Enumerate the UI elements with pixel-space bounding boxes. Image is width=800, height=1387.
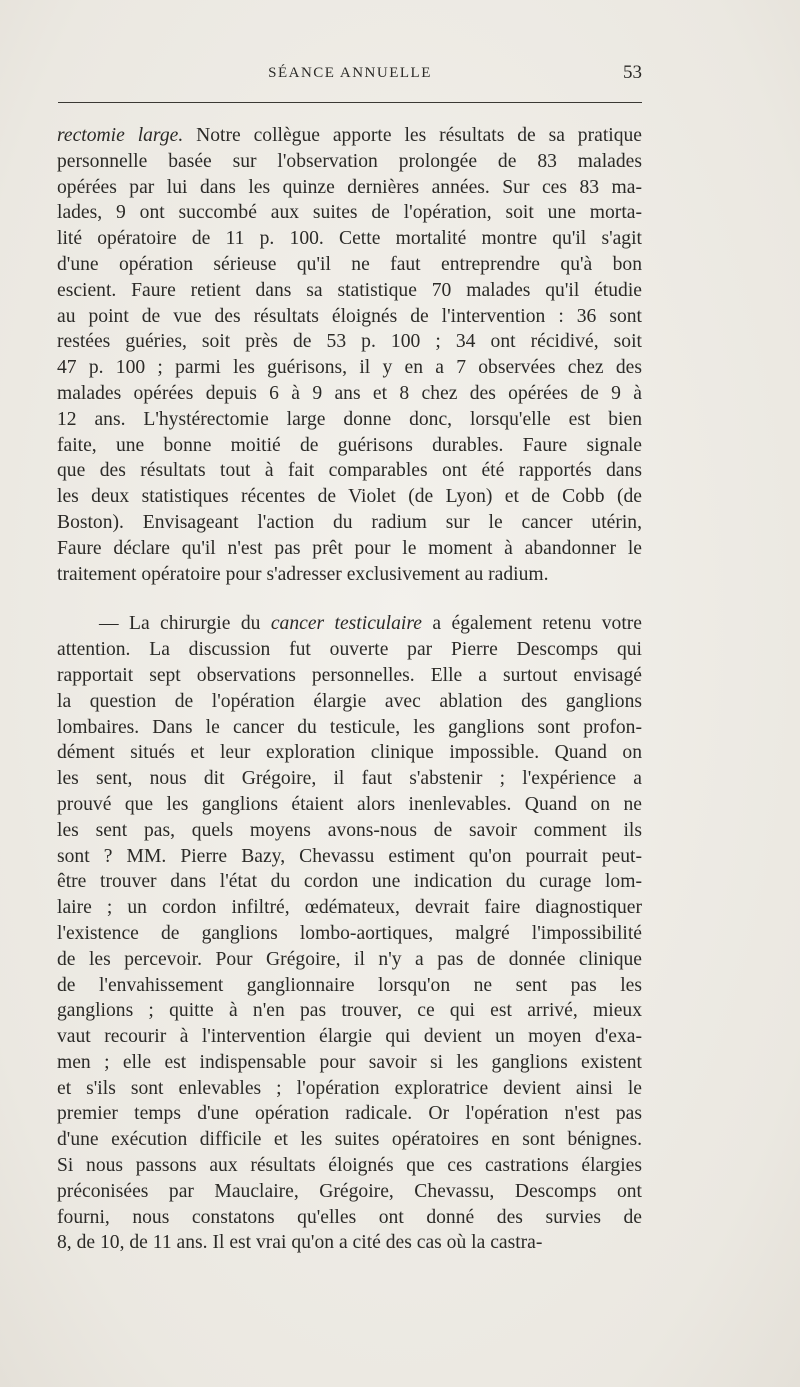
text-line <box>57 766 642 792</box>
text-line <box>57 200 642 226</box>
text-segment: 8, de 10, de 11 ans. Il est vrai qu'on a cité des cas où la castra- <box>57 1232 543 1254</box>
text-line <box>57 611 642 637</box>
text-segment: Si nous passons aux résultats éloignés que ces castrations élargies <box>57 1155 642 1177</box>
text-segment: traitement opératoire pour s'adresser exclusivement au radium. <box>57 563 549 585</box>
text-segment: premier temps d'une opération radicale. Or l'opération n'est pas <box>57 1103 642 1125</box>
text-segment: Faure déclare qu'il n'est pas prêt pour le moment à abandonner le <box>57 537 642 559</box>
text-segment: préconisées par Mauclaire, Grégoire, Chevassu, Descomps ont <box>57 1180 642 1202</box>
text-line <box>57 123 642 149</box>
text-segment: men ; elle est indispensable pour savoir si les ganglions existent <box>57 1051 642 1073</box>
text-line <box>57 1101 642 1127</box>
text-line <box>57 818 642 844</box>
text-segment: être trouver dans l'état du cordon une indication du curage lom- <box>57 871 642 893</box>
text-segment: au point de vue des résultats éloignés de l'intervention : 36 sont <box>57 305 642 327</box>
text-segment: que des résultats tout à fait comparables ont été rapportés dans <box>57 460 642 482</box>
running-title: SÉANCE ANNUELLE <box>268 65 432 81</box>
page-number: 53 <box>623 62 642 83</box>
text-line <box>57 458 642 484</box>
text-segment: lades, 9 ont succombé aux suites de l'opération, soit une morta- <box>57 202 642 224</box>
text-segment: vaut recourir à l'intervention élargie qui devient un moyen d'exa- <box>57 1026 642 1048</box>
paragraph-gap <box>57 587 642 611</box>
text-segment: Boston). Envisageant l'action du radium sur le cancer utérin, <box>57 511 642 533</box>
text-line <box>57 715 642 741</box>
text-line <box>57 484 642 510</box>
text-line <box>57 792 642 818</box>
text-segment: restées guéries, soit près de 53 p. 100 ; 34 ont récidivé, soit <box>57 331 642 353</box>
text-segment: lombaires. Dans le cancer du testicule, les ganglions sont profon- <box>57 716 642 738</box>
text-line <box>57 355 642 381</box>
text-segment: dément situés et leur exploration clinique impossible. Quand on <box>57 742 642 764</box>
text-segment: ganglions ; quitte à n'en pas trouver, ce qui est arrivé, mieux <box>57 1000 642 1022</box>
running-head <box>58 62 642 86</box>
text-line <box>57 175 642 201</box>
text-segment: et s'ils sont enlevables ; l'opération exploratrice devient ainsi le <box>57 1077 642 1099</box>
text-line <box>57 226 642 252</box>
text-line <box>57 510 642 536</box>
text-segment: 47 p. 100 ; parmi les guérisons, il y en a 7 observées chez des <box>57 357 642 379</box>
text-line <box>57 895 642 921</box>
text-line <box>57 689 642 715</box>
text-line <box>57 1050 642 1076</box>
text-line <box>57 921 642 947</box>
text-segment: personnelle basée sur l'observation prolongée de 83 malades <box>57 150 642 172</box>
text-segment: les deux statistiques récentes de Violet (de Lyon) et de Cobb (de <box>57 486 642 508</box>
text-line <box>57 562 642 588</box>
text-line <box>57 536 642 562</box>
text-segment: — La chirurgie du <box>99 613 271 635</box>
text-segment: d'une opération sérieuse qu'il ne faut entreprendre qu'à bon <box>57 253 642 275</box>
text-line <box>57 381 642 407</box>
text-line <box>57 433 642 459</box>
text-segment: prouvé que les ganglions étaient alors inenlevables. Quand on ne <box>57 793 642 815</box>
text-line <box>57 1179 642 1205</box>
text-line <box>57 407 642 433</box>
text-line <box>57 1076 642 1102</box>
text-line <box>57 947 642 973</box>
text-segment: l'existence de ganglions lombo-aortiques, malgré l'impossibilité <box>57 922 642 944</box>
text-segment: Notre collègue apporte les résultats de sa pratique <box>183 125 642 146</box>
text-line <box>57 278 642 304</box>
text-line <box>57 637 642 663</box>
text-segment: rapportait sept observations personnelles. Elle a surtout envisagé <box>57 664 642 686</box>
paragraph <box>57 611 642 1256</box>
text-line <box>57 149 642 175</box>
text-line <box>57 329 642 355</box>
text-line <box>57 998 642 1024</box>
header-rule <box>58 102 642 103</box>
text-segment: attention. La discussion fut ouverte par Pierre Descomps qui <box>57 639 642 661</box>
text-segment: a également retenu votre <box>421 613 642 635</box>
text-line <box>57 1024 642 1050</box>
text-segment: les sent, nous dit Grégoire, il faut s'abstenir ; l'expérience a <box>57 768 642 790</box>
text-segment: malades opérées depuis 6 à 9 ans et 8 chez des opérées de 9 à <box>57 382 642 404</box>
text-segment: opérées par lui dans les quinze dernières années. Sur ces 83 ma- <box>57 176 642 198</box>
text-segment: lité opératoire de 11 p. 100. Cette mortalité montre qu'il s'agit <box>57 228 642 250</box>
text-segment: 12 ans. L'hystérectomie large donne donc, lorsqu'elle est bien <box>57 408 642 430</box>
text-line <box>57 844 642 870</box>
text-line <box>57 869 642 895</box>
paragraph <box>57 123 642 587</box>
text-line <box>57 663 642 689</box>
italic-text: rectomie large. <box>57 125 184 146</box>
text-line <box>57 1230 642 1256</box>
text-line <box>57 973 642 999</box>
text-line <box>57 1127 642 1153</box>
text-line <box>57 740 642 766</box>
text-segment: sont ? MM. Pierre Bazy, Chevassu estiment qu'on pourrait peut- <box>57 845 642 867</box>
text-line <box>57 1153 642 1179</box>
text-segment: la question de l'opération élargie avec ablation des ganglions <box>57 690 642 712</box>
text-segment: de les percevoir. Pour Grégoire, il n'y a pas de donnée clinique <box>57 948 642 970</box>
text-line <box>57 304 642 330</box>
body-text <box>57 123 642 1256</box>
text-segment: escient. Faure retient dans sa statistique 70 malades qu'il étudie <box>57 279 642 301</box>
text-segment: de l'envahissement ganglionnaire lorsqu'on ne sent pas les <box>57 974 642 996</box>
text-segment: d'une exécution difficile et les suites opératoires en sont bénignes. <box>57 1129 642 1151</box>
italic-text: cancer testiculaire <box>270 613 422 635</box>
text-segment: laire ; un cordon infiltré, œdémateux, devrait faire diagnostiquer <box>57 897 642 919</box>
text-segment: les sent pas, quels moyens avons-nous de savoir comment ils <box>57 819 642 841</box>
text-segment: fourni, nous constatons qu'elles ont donné des survies de <box>57 1206 642 1228</box>
text-line <box>57 1205 642 1231</box>
text-line <box>57 252 642 278</box>
text-segment: faite, une bonne moitié de guérisons durables. Faure signale <box>57 434 642 456</box>
